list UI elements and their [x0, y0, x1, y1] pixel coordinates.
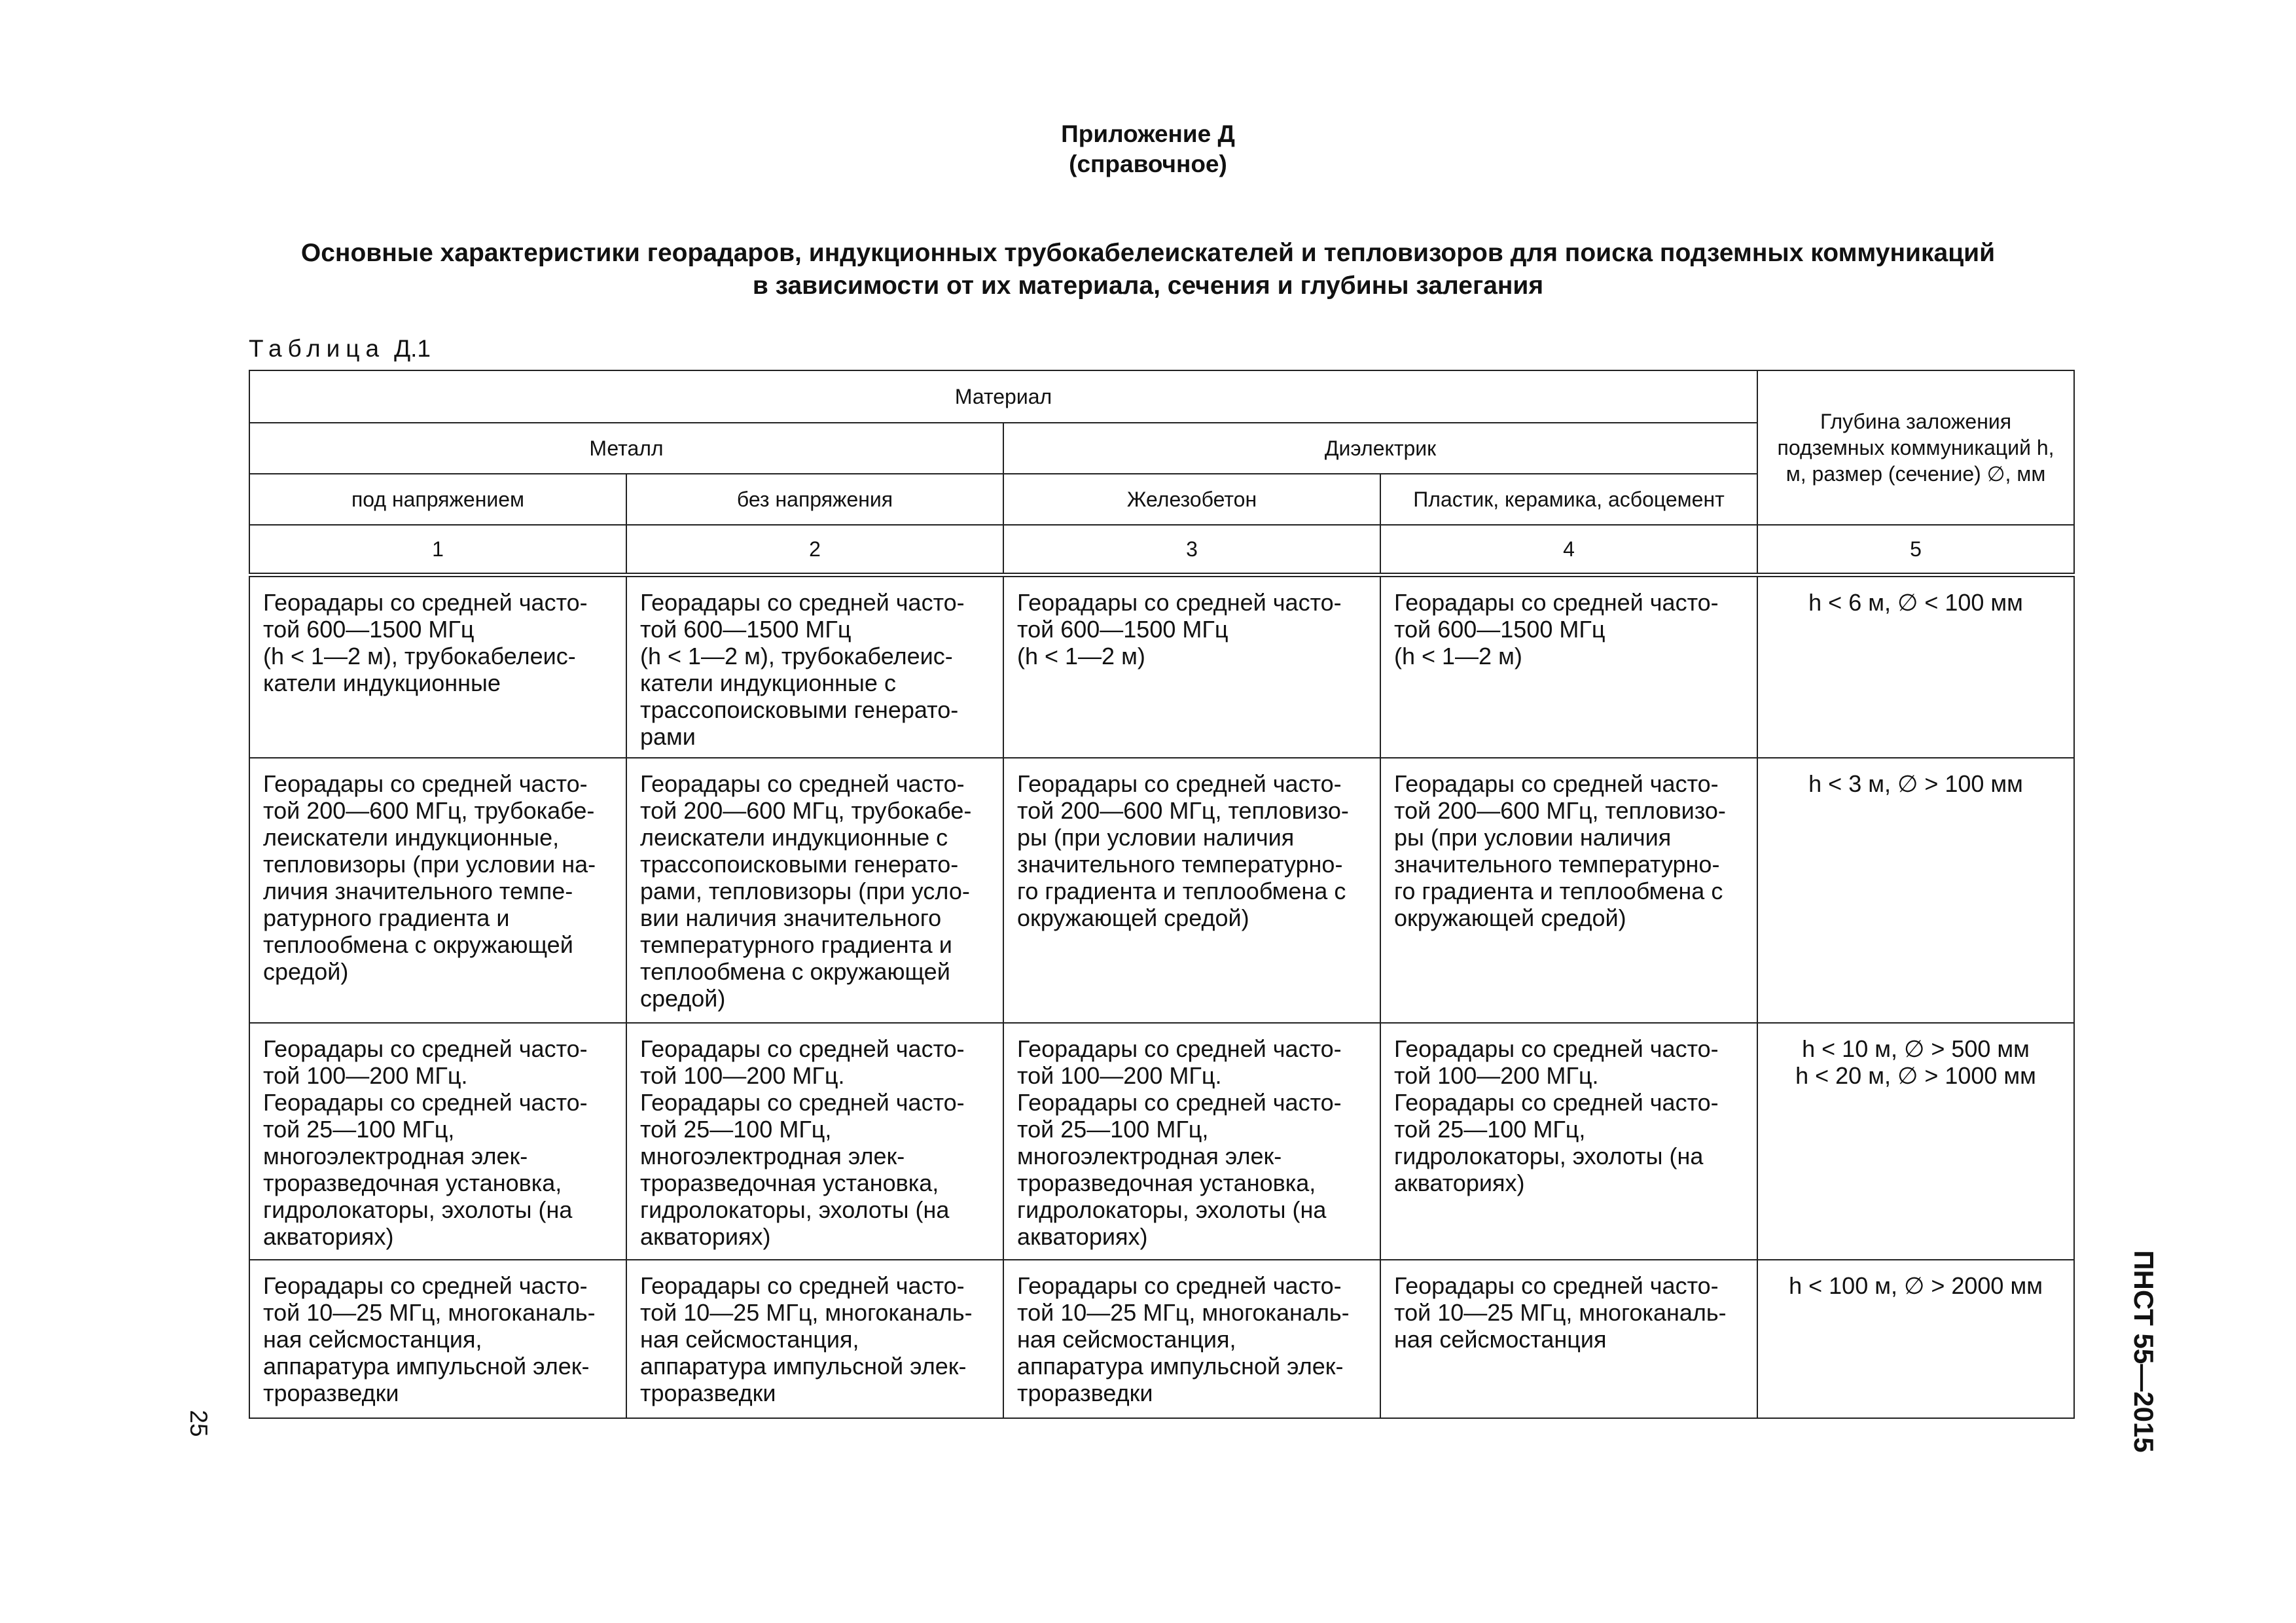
- table-caption-word: Таблица: [249, 335, 386, 362]
- column-number-4: 4: [1380, 525, 1757, 575]
- row-3-energized: Георадары со средней часто- той 100—200 МГц. Георадары со средней часто- той 25—100 МГц, многоэлектродная элек- троразведочная установка, гидролокаторы, эхолоты (на акваториях): [249, 1023, 626, 1260]
- header-plastic-ceramic: Пластик, керамика, асбоцемент: [1380, 474, 1757, 525]
- header-material: Материал: [249, 370, 1757, 423]
- row-1-depth: h < 6 м, ∅ < 100 мм: [1757, 575, 2074, 758]
- header-depth: [1757, 370, 2074, 525]
- row-2-plastic: Георадары со средней часто- той 200—600 МГц, тепловизо- ры (при условии наличия значительного температурно- го градиента и теплообмена с окружающей средой): [1380, 758, 1757, 1023]
- header-de-energized: без напряжения: [626, 474, 1003, 525]
- header-metal: Металл: [249, 423, 1003, 474]
- header-depth-text: Глубина заложения подземных коммуникаций h, м, размер (сечение) ∅, мм: [1777, 410, 2054, 486]
- row-4-de-energized: Георадары со средней часто- той 10—25 МГц, многоканаль- ная сейсмостанция, аппаратура импульсной элек- троразведки: [626, 1260, 1003, 1418]
- column-number-2: 2: [626, 525, 1003, 575]
- row-2-depth: h < 3 м, ∅ > 100 мм: [1757, 758, 2074, 1023]
- row-1-energized: Георадары со средней часто- той 600—1500 МГц (h < 1—2 м), трубокабелеис- катели индукционные: [249, 575, 626, 758]
- row-1-reinforced-concrete: Георадары со средней часто- той 600—1500 МГц (h < 1—2 м): [1003, 575, 1380, 758]
- row-2-energized: Георадары со средней часто- той 200—600 МГц, трубокабе- леискатели индукционные, тепловизоры (при условии на- личия значительного темпе- ратурного градиента и теплообмена с окружающей средой): [249, 758, 626, 1023]
- document-title-line-1: Основные характеристики георадаров, индукционных трубокабелеискателей и тепловизоров для поиска подземных коммуникаций: [300, 239, 1996, 267]
- column-number-1: 1: [249, 525, 626, 575]
- row-2-de-energized: Георадары со средней часто- той 200—600 МГц, трубокабе- леискатели индукционные с трассопоисковыми генерато- рами, тепловизоры (при усло- вии наличия значительного температурного градиента и теплообмена с окружающей средой): [626, 758, 1003, 1023]
- column-number-5: 5: [1757, 525, 2074, 575]
- row-4-depth: h < 100 м, ∅ > 2000 мм: [1757, 1260, 2074, 1418]
- page-number: 25: [185, 1410, 212, 1437]
- row-3-de-energized: Георадары со средней часто- той 100—200 МГц. Георадары со средней часто- той 25—100 МГц, многоэлектродная элек- троразведочная установка, гидролокаторы, эхолоты (на акваториях): [626, 1023, 1003, 1260]
- table-row: [249, 758, 2074, 1023]
- table-caption: [249, 334, 431, 364]
- annex-heading: [0, 119, 2296, 179]
- row-4-reinforced-concrete: Георадары со средней часто- той 10—25 МГц, многоканаль- ная сейсмостанция, аппаратура импульсной элек- троразведки: [1003, 1260, 1380, 1418]
- characteristics-table: [249, 370, 2075, 1419]
- header-energized: под напряжением: [249, 474, 626, 525]
- header-row-material: [249, 370, 2074, 423]
- column-number-row: [249, 525, 2074, 575]
- header-dielectric: Диэлектрик: [1003, 423, 1757, 474]
- row-2-reinforced-concrete: Георадары со средней часто- той 200—600 МГц, тепловизо- ры (при условии наличия значительного температурно- го градиента и теплообмена с окружающей средой): [1003, 758, 1380, 1023]
- table-row: [249, 1023, 2074, 1260]
- header-reinforced-concrete: Железобетон: [1003, 474, 1380, 525]
- row-3-reinforced-concrete: Георадары со средней часто- той 100—200 МГц. Георадары со средней часто- той 25—100 МГц, многоэлектродная элек- троразведочная установка, гидролокаторы, эхолоты (на акваториях): [1003, 1023, 1380, 1260]
- row-1-plastic: Георадары со средней часто- той 600—1500 МГц (h < 1—2 м): [1380, 575, 1757, 758]
- row-1-de-energized: Георадары со средней часто- той 600—1500 МГц (h < 1—2 м), трубокабелеис- катели индукционные с трассопоисковыми генерато- рами: [626, 575, 1003, 758]
- row-4-energized: Георадары со средней часто- той 10—25 МГц, многоканаль- ная сейсмостанция, аппаратура импульсной элек- троразведки: [249, 1260, 626, 1418]
- table-row: [249, 1260, 2074, 1418]
- row-3-depth: h < 10 м, ∅ > 500 мм h < 20 м, ∅ > 1000 мм: [1757, 1023, 2074, 1260]
- annex-label: Приложение Д: [1061, 120, 1235, 147]
- column-number-3: 3: [1003, 525, 1380, 575]
- document-code: ПНСТ 55—2015: [2128, 1250, 2159, 1453]
- annex-type: (справочное): [1069, 151, 1227, 177]
- table-row: [249, 575, 2074, 758]
- document-title: [196, 237, 2100, 302]
- row-4-plastic: Георадары со средней часто- той 10—25 МГц, многоканаль- ная сейсмостанция: [1380, 1260, 1757, 1418]
- document-title-line-2: в зависимости от их материала, сечения и глубины залегания: [752, 272, 1544, 300]
- row-3-plastic: Георадары со средней часто- той 100—200 МГц. Георадары со средней часто- той 25—100 МГц, гидролокаторы, эхолоты (на акваториях): [1380, 1023, 1757, 1260]
- table-caption-number: Д.1: [394, 335, 431, 362]
